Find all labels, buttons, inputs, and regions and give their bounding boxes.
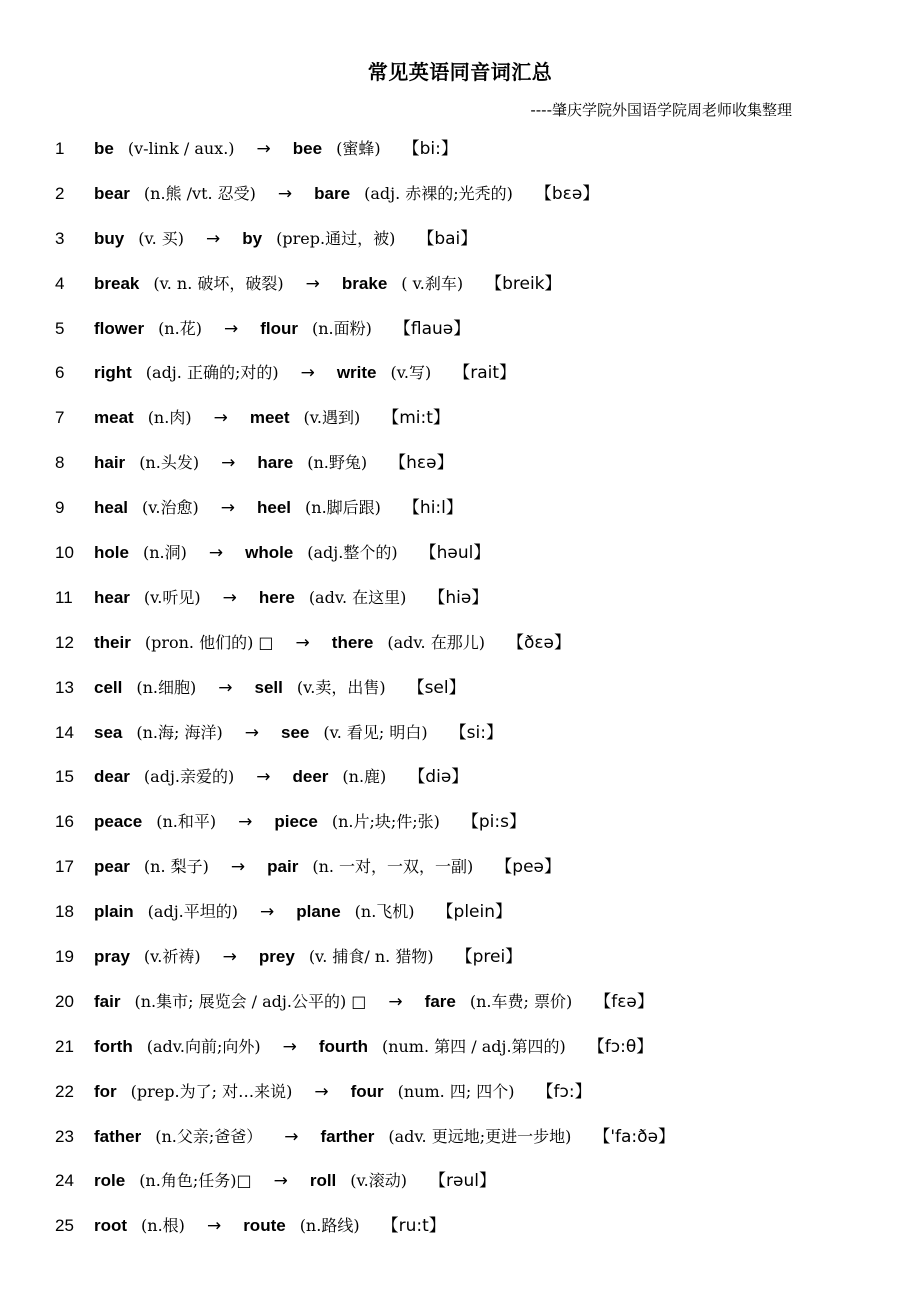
list-item (0, 1211, 920, 1256)
word-2: whole (245, 543, 294, 563)
word-1: break (94, 273, 140, 293)
word-2: deer (292, 767, 329, 787)
entry-line (94, 403, 450, 433)
entry-line (94, 1211, 446, 1241)
word-2: fare (424, 991, 456, 1011)
arrow-icon: → (230, 857, 246, 878)
entry-list (0, 134, 920, 1256)
entry-number: 16 (55, 812, 74, 832)
word-2: flour (260, 318, 298, 338)
entry-number: 23 (55, 1126, 74, 1146)
word-2: heel (257, 498, 292, 518)
entry-number: 1 (55, 139, 65, 158)
phonetic: 【fɔ:θ】 (587, 1036, 654, 1057)
word-2: here (258, 587, 295, 607)
list-item (0, 1077, 920, 1122)
meaning-2: (prep.通过，被) (276, 228, 396, 248)
list-item (0, 493, 920, 538)
word-2: four (350, 1081, 384, 1101)
meaning-2: (num. 四; 四个) (397, 1081, 515, 1101)
entry-number: 5 (55, 318, 65, 338)
meaning-1: (n.父亲;爸爸） (155, 1126, 263, 1146)
entry-line (94, 628, 571, 658)
list-item (0, 628, 920, 673)
arrow-icon: → (218, 677, 233, 698)
arrow-icon: → (256, 767, 271, 788)
arrow-icon: → (244, 722, 259, 743)
entry-line (94, 134, 458, 164)
arrow-icon: → (206, 1216, 222, 1237)
meaning-2: (adv. 在这里) (308, 587, 407, 607)
entry-number: 11 (55, 587, 73, 607)
list-item (0, 1166, 920, 1211)
entry-number: 14 (55, 722, 74, 742)
meaning-1: (v. n. 破坏，破裂) (153, 273, 284, 293)
entry-line (94, 762, 468, 792)
phonetic: 【'fa:ðə】 (593, 1126, 676, 1147)
arrow-icon: → (273, 1171, 288, 1192)
phonetic: 【həul】 (419, 543, 491, 564)
word-1: plain (94, 902, 134, 922)
word-2: meet (249, 408, 290, 428)
word-1: right (94, 363, 132, 383)
phonetic: 【hεə】 (389, 453, 454, 474)
meaning-1: (n.海; 海洋) (136, 722, 223, 742)
list-item (0, 897, 920, 942)
meaning-1: (v.治愈) (142, 498, 199, 518)
word-2: bee (292, 139, 323, 158)
phonetic: 【fεə】 (594, 991, 654, 1012)
word-1: bear (94, 183, 130, 203)
phonetic: 【peə】 (495, 857, 562, 878)
word-1: fair (94, 991, 121, 1011)
entry-number: 10 (55, 543, 74, 563)
phonetic: 【breik】 (485, 273, 562, 294)
arrow-icon: → (305, 273, 320, 294)
arrow-icon: → (260, 902, 275, 923)
entry-number: 3 (55, 228, 65, 248)
word-2: pair (267, 857, 299, 877)
word-2: fourth (318, 1036, 368, 1056)
entry-line (94, 897, 512, 927)
meaning-1: (adj.平坦的) (147, 902, 238, 922)
meaning-2: (n.路线) (299, 1216, 360, 1236)
entry-number: 24 (55, 1171, 74, 1191)
entry-number: 13 (55, 677, 74, 697)
phonetic: 【si:】 (449, 722, 503, 743)
phonetic: 【ðεə】 (506, 632, 572, 653)
meaning-1: (v-link / aux.) (127, 139, 235, 158)
word-1: peace (94, 812, 143, 832)
phonetic: 【bεə】 (534, 183, 600, 204)
meaning-2: (n.鹿) (342, 767, 387, 787)
meaning-2: (n.飞机) (354, 902, 415, 922)
word-1: buy (94, 228, 125, 248)
meaning-2: (v.滚动) (350, 1171, 407, 1191)
arrow-icon: → (300, 363, 315, 384)
entry-number: 22 (55, 1081, 74, 1101)
entry-line (94, 673, 466, 703)
entry-number: 17 (55, 857, 74, 877)
entry-line (94, 852, 561, 882)
phonetic: 【pi:s】 (461, 812, 526, 833)
entry-line (94, 538, 490, 568)
word-2: write (336, 363, 377, 383)
meaning-1: (n.细胞) (136, 677, 197, 697)
list-item (0, 538, 920, 583)
arrow-icon: → (256, 139, 271, 159)
phonetic: 【mi:t】 (382, 408, 450, 429)
entry-number: 7 (55, 408, 65, 428)
arrow-icon: → (220, 498, 235, 519)
entry-number: 25 (55, 1216, 74, 1236)
word-2: bare (314, 183, 351, 203)
page-title: 常见英语同音词汇总 (367, 60, 553, 84)
list-item (0, 1122, 920, 1167)
entry-line (94, 1166, 496, 1196)
list-item (0, 762, 920, 807)
phonetic: 【sel】 (407, 677, 466, 698)
arrow-icon: → (277, 183, 293, 204)
arrow-icon: → (284, 1126, 299, 1147)
word-1: root (94, 1216, 128, 1236)
meaning-1: (n.花) (158, 318, 202, 338)
entry-line (94, 942, 522, 972)
phonetic: 【hiə】 (428, 587, 489, 608)
meaning-2: (n.野兔) (307, 453, 368, 473)
entry-line (94, 1077, 592, 1107)
arrow-icon: → (221, 453, 236, 474)
entry-line (94, 448, 454, 478)
meaning-1: (n.头发) (139, 453, 200, 473)
entry-number: 19 (55, 947, 74, 967)
phonetic: 【plein】 (436, 902, 513, 923)
list-item (0, 403, 920, 448)
word-1: cell (94, 677, 123, 697)
meaning-1: (adv.向前;向外) (146, 1036, 261, 1056)
list-item (0, 718, 920, 763)
arrow-icon: → (223, 318, 239, 339)
word-2: by (242, 228, 263, 248)
word-1: flower (94, 318, 145, 338)
meaning-1: (n.角色;任务)□ (139, 1171, 252, 1191)
word-2: hare (257, 453, 294, 473)
entry-line (94, 224, 477, 254)
word-2: brake (341, 273, 388, 293)
entry-line (94, 1032, 653, 1062)
phonetic: 【flauə】 (393, 318, 471, 339)
list-item (0, 224, 920, 269)
entry-number: 12 (55, 632, 74, 652)
word-2: see (280, 722, 310, 742)
word-1: sea (94, 722, 123, 742)
word-1: be (94, 139, 114, 158)
phonetic: 【prei】 (455, 947, 523, 968)
list-item (0, 673, 920, 718)
meaning-1: (n.肉) (147, 408, 192, 428)
phonetic: 【diə】 (408, 767, 469, 788)
phonetic: 【hi:l】 (402, 498, 463, 519)
entry-number: 6 (55, 363, 65, 383)
list-item (0, 314, 920, 359)
entry-line (94, 314, 470, 344)
word-1: role (94, 1171, 126, 1191)
entry-line (94, 179, 599, 209)
entry-line (94, 1122, 675, 1152)
word-2: farther (320, 1126, 375, 1146)
word-1: hear (94, 587, 130, 607)
word-2: route (243, 1216, 286, 1236)
meaning-1: (v.听见) (143, 587, 201, 607)
entry-number: 21 (55, 1036, 74, 1056)
list-item (0, 807, 920, 852)
meaning-2: (adj.整个的) (307, 543, 398, 563)
meaning-2: (v.遇到) (303, 408, 361, 428)
word-1: pray (94, 947, 130, 967)
word-1: hair (94, 453, 126, 473)
word-2: there (331, 632, 374, 652)
meaning-2: ( v.刹车) (401, 273, 464, 293)
word-1: meat (94, 408, 134, 428)
meaning-2: (n.面粉) (311, 318, 372, 338)
meaning-2: (adj. 赤裸的;光秃的) (364, 183, 513, 203)
page-subtitle: ----肇庆学院外国语学院周老师收集整理 (530, 101, 792, 119)
meaning-1: (v.祈祷) (143, 947, 201, 967)
list-item (0, 987, 920, 1032)
meaning-1: (n. 梨子) (143, 857, 209, 877)
meaning-2: (v. 捕食/ n. 猎物) (308, 947, 434, 967)
list-item (0, 583, 920, 628)
entry-number: 20 (55, 991, 74, 1011)
arrow-icon: → (388, 991, 403, 1012)
meaning-1: (adj. 正确的;对的) (145, 363, 279, 383)
word-2: plane (296, 902, 341, 922)
entry-number: 8 (55, 453, 65, 473)
arrow-icon: → (295, 632, 310, 653)
list-item (0, 852, 920, 897)
meaning-2: (adv. 在那儿) (387, 632, 485, 652)
list-item (0, 269, 920, 314)
arrow-icon: → (213, 408, 228, 429)
word-2: prey (258, 947, 295, 967)
phonetic: 【bai】 (417, 228, 478, 249)
phonetic: 【rəul】 (429, 1171, 496, 1192)
arrow-icon: → (282, 1036, 297, 1057)
list-item (0, 448, 920, 493)
entry-number: 15 (55, 767, 74, 787)
word-1: dear (94, 767, 130, 787)
list-item (0, 1032, 920, 1077)
phonetic: 【ru:t】 (381, 1216, 446, 1237)
meaning-2: (蜜蜂) (336, 139, 381, 158)
meaning-2: (v.写) (390, 363, 432, 383)
arrow-icon: → (208, 543, 224, 564)
entry-line (94, 269, 562, 299)
meaning-1: (n.熊 /vt. 忍受) (143, 183, 256, 203)
word-1: forth (94, 1036, 133, 1056)
word-1: pear (94, 857, 130, 877)
meaning-2: (num. 第四 / adj.第四的) (381, 1036, 566, 1056)
arrow-icon: → (206, 228, 221, 249)
meaning-1: (n.集市; 展览会 / adj.公平的) □ (134, 991, 367, 1011)
phonetic: 【fɔ:】 (536, 1081, 592, 1102)
entry-line (94, 583, 488, 613)
phonetic: 【bi:】 (402, 139, 458, 159)
list-item (0, 942, 920, 987)
meaning-1: (adj.亲爱的) (143, 767, 235, 787)
list-item (0, 134, 920, 179)
meaning-2: (v. 看见; 明白) (323, 722, 428, 742)
meaning-2: (v.卖，出售) (296, 677, 386, 697)
word-1: hole (94, 543, 129, 563)
entry-number: 4 (55, 273, 65, 293)
phonetic: 【rait】 (453, 363, 517, 384)
word-1: heal (94, 498, 129, 518)
arrow-icon: → (222, 587, 237, 608)
word-1: father (94, 1126, 142, 1146)
entry-line (94, 807, 526, 837)
meaning-2: (n.片;块;件;张) (331, 812, 440, 832)
arrow-icon: → (238, 812, 253, 833)
meaning-2: (n.车费; 票价) (469, 991, 573, 1011)
arrow-icon: → (222, 947, 237, 968)
meaning-2: (n. 一对，一双，一副) (312, 857, 474, 877)
entry-line (94, 358, 516, 388)
meaning-1: (n.和平) (156, 812, 217, 832)
entry-line (94, 493, 463, 523)
word-1: their (94, 632, 131, 652)
list-item (0, 358, 920, 403)
meaning-1: (prep.为了; 对…来说) (130, 1081, 293, 1101)
word-1: for (94, 1081, 117, 1101)
entry-number: 2 (55, 183, 65, 203)
entry-line (94, 718, 503, 748)
meaning-1: (n.根) (141, 1216, 185, 1236)
meaning-1: (v. 买) (138, 228, 185, 248)
entry-line (94, 987, 654, 1017)
meaning-1: (n.洞) (142, 543, 187, 563)
meaning-2: (n.脚后跟) (305, 498, 381, 518)
entry-number: 9 (55, 498, 65, 518)
entry-number: 18 (55, 902, 74, 922)
arrow-icon: → (314, 1081, 329, 1102)
meaning-1: (pron. 他们的) □ (144, 632, 274, 652)
meaning-2: (adv. 更远地;更进一步地) (388, 1126, 572, 1146)
word-2: sell (254, 677, 283, 697)
word-2: piece (274, 812, 318, 832)
list-item (0, 179, 920, 224)
word-2: roll (309, 1171, 337, 1191)
